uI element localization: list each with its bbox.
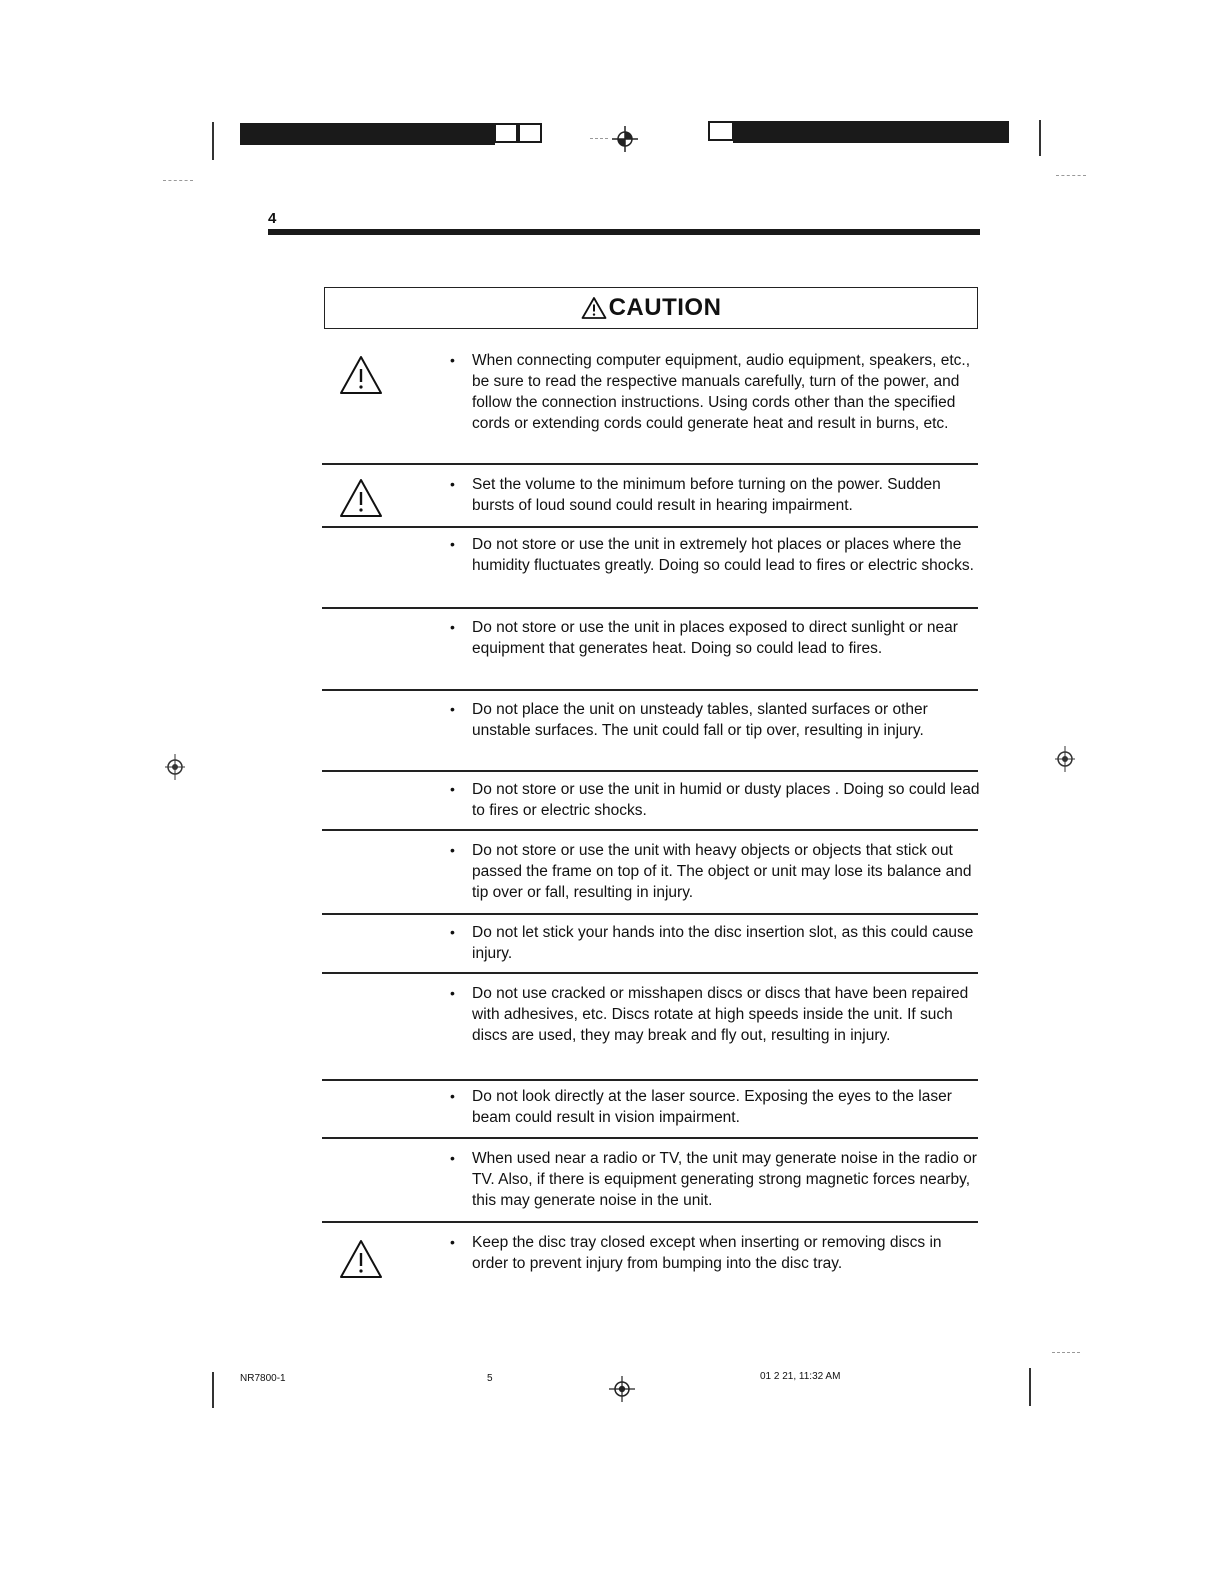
caution-item [450, 1086, 980, 1128]
warning-triangle-icon [338, 477, 384, 519]
item-separator [322, 1221, 978, 1223]
caution-item [450, 699, 980, 741]
caution-item [450, 1148, 980, 1211]
bullet: • [450, 781, 455, 797]
crop-mark-top-right [1039, 120, 1041, 156]
caution-title [581, 294, 722, 322]
header-rule [268, 229, 980, 235]
caution-item [450, 474, 980, 516]
item-separator [322, 689, 978, 691]
warning-triangle-icon [338, 354, 384, 396]
caution-item-text: Do not place the unit on unsteady tables, slanted surfaces or other unstable surfaces. The unit could fall or tip over, resulting in injury. [472, 701, 928, 739]
bullet: • [450, 985, 455, 1001]
item-separator [322, 1137, 978, 1139]
bullet: • [450, 924, 455, 940]
registration-target-icon [612, 126, 638, 152]
caution-item [450, 840, 980, 903]
bullet: • [450, 701, 455, 717]
caution-title-text: CAUTION [608, 294, 722, 321]
caution-item-text: Do not store or use the unit in places exposed to direct sunlight or near equipment that generates heat. Doing so could lead to fires. [472, 619, 958, 657]
bullet: • [450, 619, 455, 635]
crop-dash-bottom-right [1052, 1352, 1080, 1354]
caution-item-text: When used near a radio or TV, the unit may generate noise in the radio or TV. Also, if there is equipment generating strong magnetic forces nearby, this may generate noise in the unit. [472, 1150, 977, 1209]
caution-item-text: Do not use cracked or misshapen discs or discs that have been repaired with adhesives, etc. Discs rotate at high speeds inside the unit. If such discs are used, they may break and fly out, resulting in injury. [472, 985, 969, 1044]
registration-bar-left [240, 123, 495, 145]
bullet: • [450, 536, 455, 552]
footer-doc-code: NR7800-1 [240, 1373, 286, 1384]
caution-item [450, 534, 980, 576]
item-separator [322, 770, 978, 772]
bullet: • [450, 842, 455, 858]
warning-triangle-icon [338, 1238, 384, 1280]
item-separator [322, 972, 978, 974]
registration-target-icon [162, 754, 188, 780]
registration-target-icon [609, 1376, 635, 1402]
crop-mark-bottom-left [212, 1372, 214, 1408]
item-separator [322, 1079, 978, 1081]
caution-item [450, 779, 980, 821]
caution-item-text: Do not store or use the unit with heavy objects or objects that stick out passed the frame on top of it. The object or unit may lose its balance and tip over or fall, resulting in injury. [472, 842, 972, 901]
item-separator [322, 829, 978, 831]
registration-box-left-1 [494, 123, 518, 143]
caution-item-text: Do not store or use the unit in extremely hot places or places where the humidity fluctuates greatly. Doing so could lead to fires or electric shocks. [472, 536, 974, 574]
bullet: • [450, 476, 455, 492]
item-separator [322, 913, 978, 915]
bullet: • [450, 352, 455, 368]
bullet: • [450, 1088, 455, 1104]
caution-item [450, 617, 980, 659]
caution-item-text: Set the volume to the minimum before turning on the power. Sudden bursts of loud sound could result in hearing impairment. [472, 476, 941, 514]
bullet: • [450, 1234, 455, 1250]
page-number: 4 [268, 210, 277, 227]
item-separator [322, 463, 978, 465]
warning-triangle-icon [581, 296, 607, 320]
caution-item-text: Do not look directly at the laser source. Exposing the eyes to the laser beam could result in vision impairment. [472, 1088, 952, 1126]
footer-page: 5 [487, 1373, 493, 1384]
caution-banner [324, 287, 978, 329]
caution-item [450, 983, 980, 1046]
bullet: • [450, 1150, 455, 1166]
caution-item-text: Do not let stick your hands into the disc insertion slot, as this could cause injury. [472, 924, 974, 962]
caution-item-text: Keep the disc tray closed except when inserting or removing discs in order to prevent injury from bumping into the disc tray. [472, 1234, 942, 1272]
caution-item-text: Do not store or use the unit in humid or dusty places . Doing so could lead to fires or electric shocks. [472, 781, 980, 819]
caution-item [450, 1232, 980, 1274]
registration-target-icon [1052, 746, 1078, 772]
caution-item-text: When connecting computer equipment, audio equipment, speakers, etc., be sure to read the respective manuals carefully, turn of the power, and follow the connection instructions. Using cords other than the specified cords or extending cords could generate heat and result in burns, etc. [472, 352, 971, 432]
registration-dash [590, 138, 608, 140]
item-separator [322, 607, 978, 609]
caution-item [450, 922, 980, 964]
crop-mark-top-left [212, 122, 214, 160]
registration-box-right [708, 121, 734, 141]
registration-bar-right [733, 121, 1009, 143]
crop-dash-right [1056, 175, 1086, 177]
registration-box-left-2 [518, 123, 542, 143]
item-separator [322, 526, 978, 528]
crop-mark-bottom-right [1029, 1368, 1031, 1406]
crop-dash-left [163, 180, 193, 182]
caution-item [450, 350, 980, 434]
footer-timestamp: 01 2 21, 11:32 AM [760, 1371, 841, 1382]
